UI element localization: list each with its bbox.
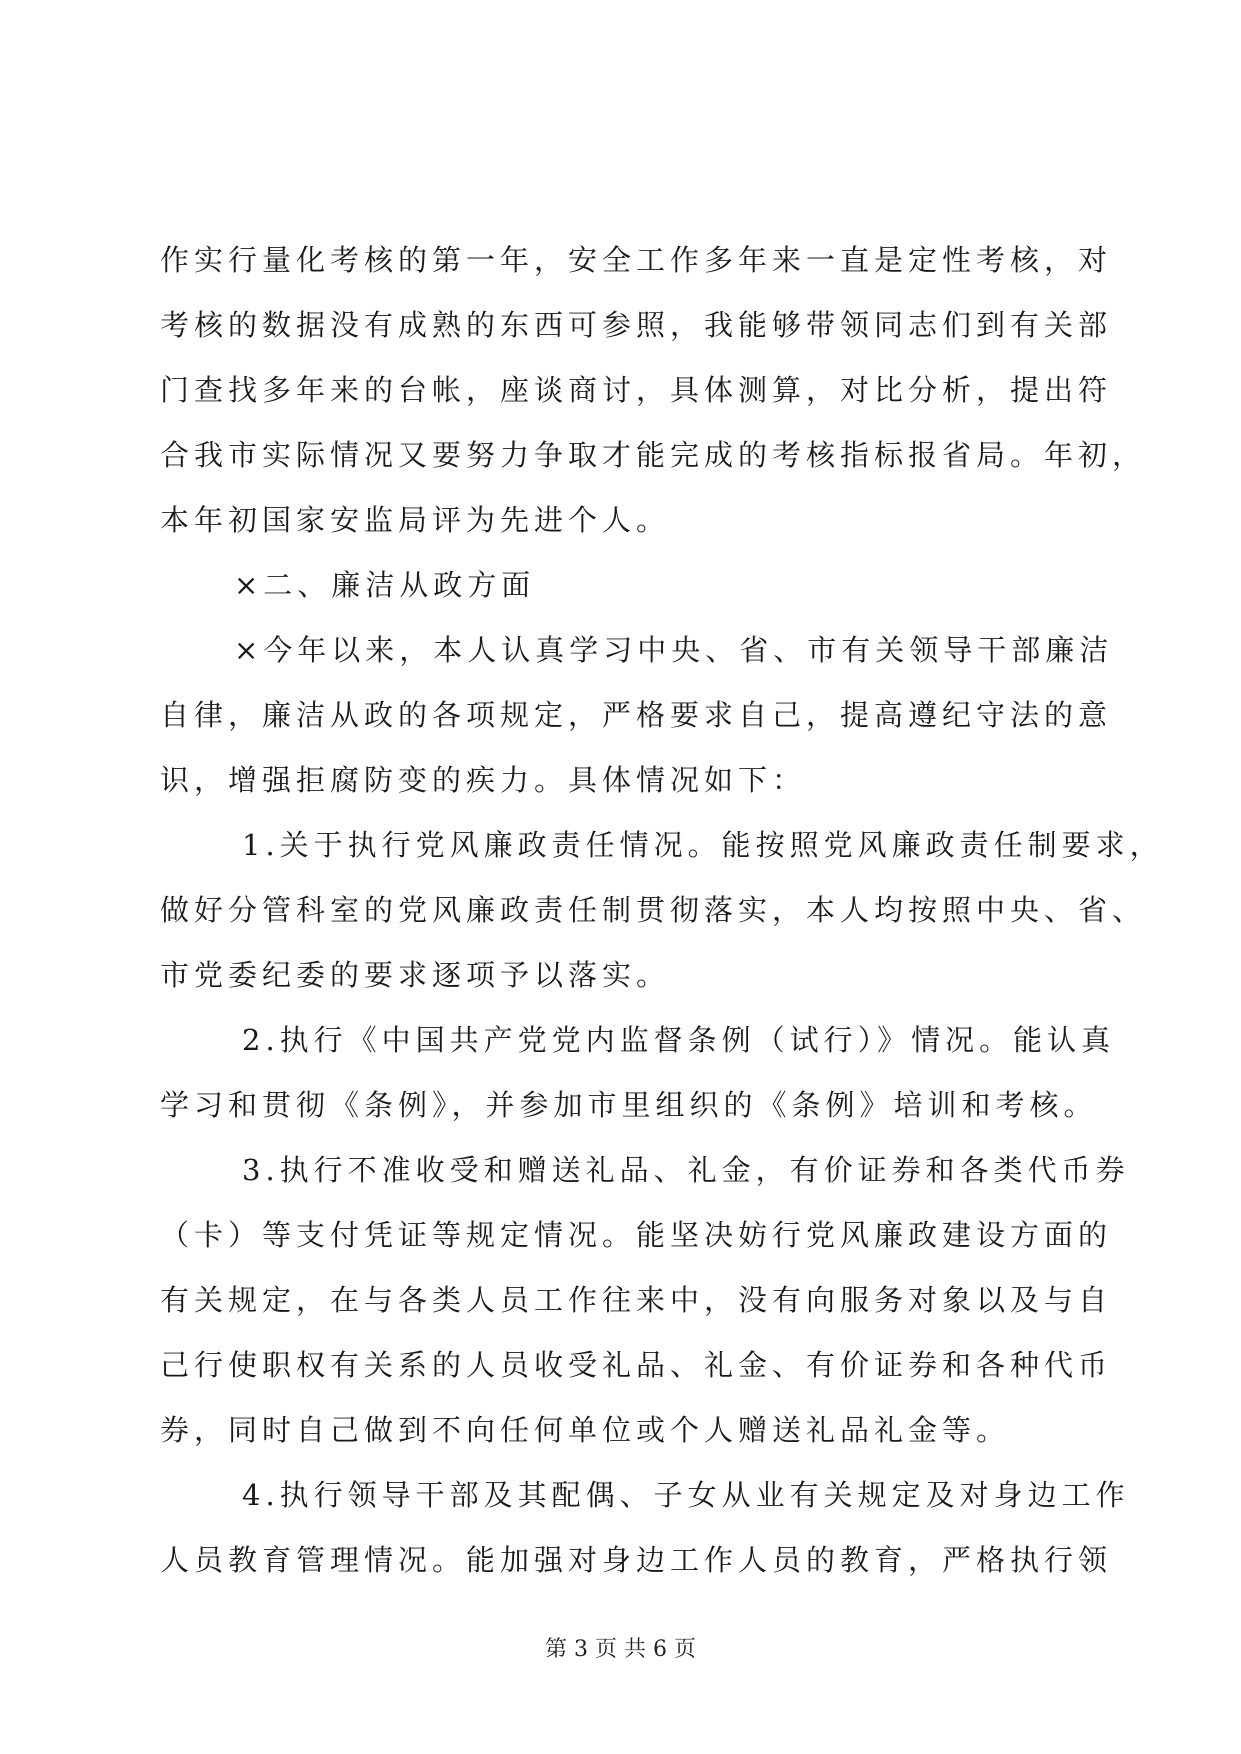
text-line: 自律，廉洁从政的各项规定，严格要求自己，提高遵纪守法的意	[160, 698, 1113, 732]
text-line: 券，同时自己做到不向任何单位或个人赠送礼品礼金等。	[160, 1413, 1011, 1447]
text-line: 合我市实际情况又要努力争取才能完成的考核指标报省局。年初，	[160, 438, 1147, 472]
text-line: 本年初国家安监局评为先进个人。	[160, 503, 671, 537]
text-line: 考核的数据没有成熟的东西可参照，我能够带领同志们到有关部	[160, 308, 1113, 342]
text-line: 门查找多年来的台帐，座谈商讨，具体测算，对比分析，提出符	[160, 373, 1113, 407]
text-line: （卡）等支付凭证等规定情况。能坚决妨行党风廉政建设方面的	[160, 1218, 1113, 1252]
text-line: 人员教育管理情况。能加强对身边工作人员的教育，严格执行领	[160, 1543, 1113, 1577]
text-line: 做好分管科室的党风廉政责任制贯彻落实，本人均按照中央、省、	[160, 893, 1147, 927]
text-line: 作实行量化考核的第一年，安全工作多年来一直是定性考核，对	[160, 243, 1113, 277]
text-line: 己行使职权有关系的人员收受礼品、礼金、有价证券和各种代币	[160, 1348, 1113, 1382]
text-line: 市党委纪委的要求逐项予以落实。	[160, 958, 671, 992]
text-line: 4.执行领导干部及其配偶、子女从业有关规定及对身边工作	[242, 1478, 1130, 1512]
document-body	[160, 228, 1164, 1593]
text-line: 3.执行不准收受和赠送礼品、礼金，有价证券和各类代币券	[242, 1153, 1130, 1187]
text-line: 识，增强拒腐防变的疾力。具体情况如下：	[160, 763, 807, 797]
text-line: 有关规定，在与各类人员工作往来中，没有向服务对象以及与自	[160, 1283, 1113, 1317]
section-heading: ×二、廉洁从政方面	[234, 568, 536, 602]
text-line: 2.执行《中国共产党党内监督条例（试行）》情况。能认真	[242, 1023, 1116, 1057]
text-line: ×今年以来，本人认真学习中央、省、市有关领导干部廉洁	[234, 633, 1114, 667]
text-line: 学习和贯彻《条例》，并参加市里组织的《条例》培训和考核。	[160, 1088, 1098, 1122]
text-line: 1.关于执行党风廉政责任情况。能按照党风廉政责任制要求，	[242, 828, 1164, 862]
page-number-footer: 第 3 页 共 6 页	[545, 1637, 696, 1662]
